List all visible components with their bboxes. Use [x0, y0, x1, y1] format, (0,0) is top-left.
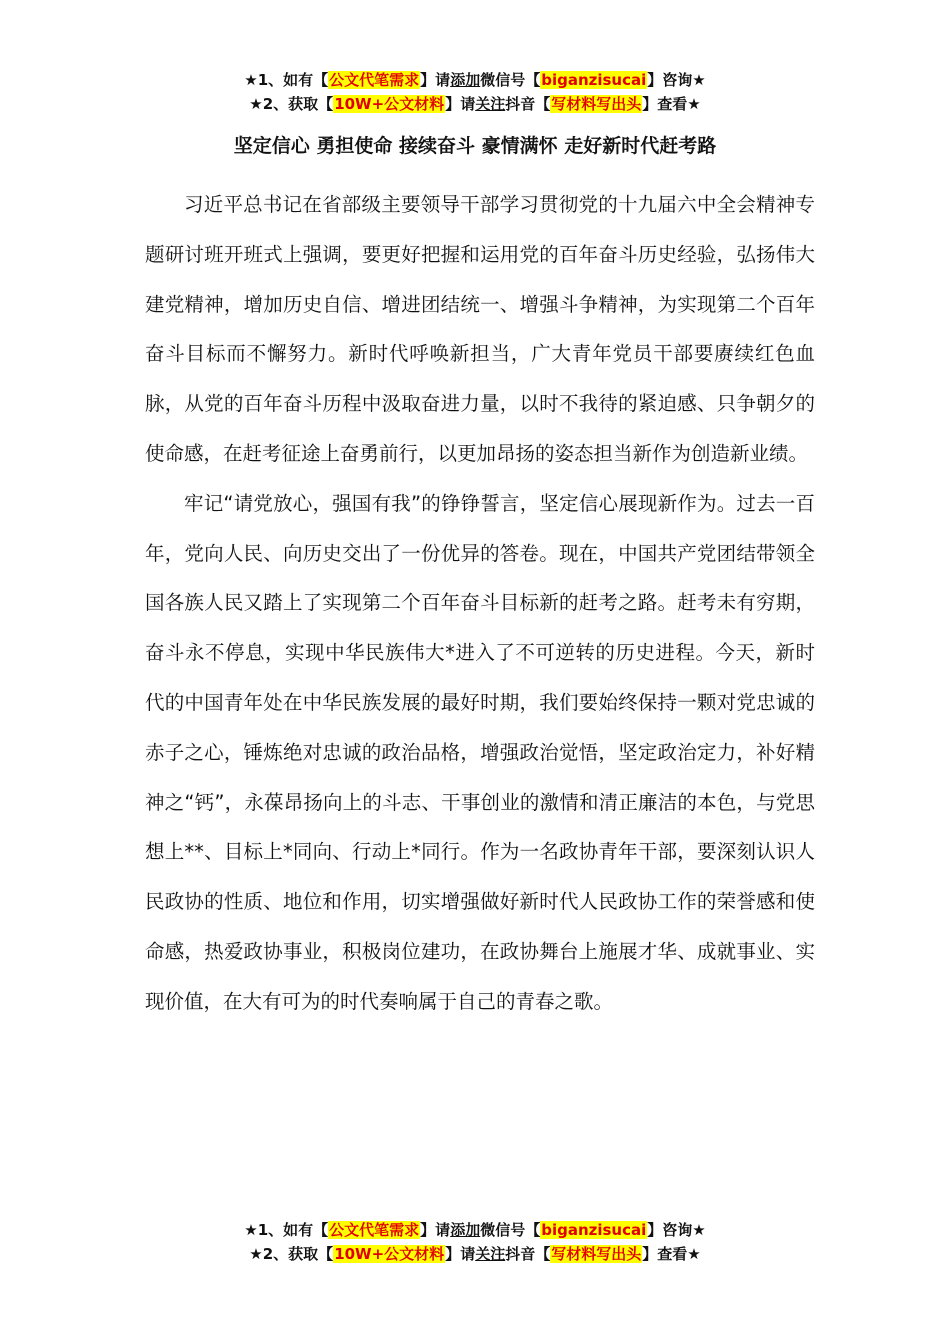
banner-highlight: 10W+公文材料 — [334, 1245, 445, 1263]
banner-line-1 — [0, 1218, 950, 1242]
banner-text: 】请 — [445, 95, 476, 113]
banner-text: ★2、获取【 — [249, 95, 334, 113]
document-title: 坚定信心 勇担使命 接续奋斗 豪情满怀 走好新时代赶考路 — [233, 135, 717, 157]
banner-text: 微信号【 — [480, 71, 541, 89]
banner-highlight: 10W+公文材料 — [334, 95, 445, 113]
banner-underline: 关注 — [475, 95, 506, 113]
paragraph: 牢记“请党放心，强国有我”的铮铮誓言，坚定信心展现新作为。过去一百年，党向人民、向历史交出了一份优异的答卷。现在，中国共产党团结带领全国各族人民又踏上了实现第二个百年奋斗目标新的赶考之路。赶考未有穷期，奋斗永不停息，实现中华民族伟大*进入了不可逆转的历史进程。今天，新时代的中国青年处在中华民族发展的最好时期，我们要始终保持一颗对党忠诚的赤子之心，锤炼绝对忠诚的政治品格，增强政治觉悟，坚定政治定力，补好精神之“钙”，永葆昂扬向上的斗志、干事创业的激情和清正廉洁的本色，与党思想上**、目标上*同向、行动上*同行。作为一名政协青年干部，要深刻认识人民政协的性质、地位和作用，切实增强做好新时代人民政协工作的荣誉感和使命感，热爱政协事业，积极岗位建功，在政协舞台上施展才华、成就事业、实现价值，在大有可为的时代奏响属于自己的青春之歌。 — [145, 491, 815, 1013]
banner-highlight: biganzisucai — [541, 71, 647, 89]
banner-line-1 — [0, 68, 950, 92]
document-body — [145, 180, 815, 1027]
banner-text: 】请 — [445, 1245, 476, 1263]
banner-text: 】查看★ — [642, 95, 701, 113]
banner-text: ★1、如有【 — [244, 1221, 329, 1239]
banner-text: 】咨询★ — [647, 1221, 706, 1239]
header-banner — [0, 68, 950, 116]
banner-highlight: 写材料写出头 — [551, 1245, 642, 1263]
banner-text: ★2、获取【 — [249, 1245, 334, 1263]
banner-line-2 — [0, 1242, 950, 1266]
banner-text: ★1、如有【 — [244, 71, 329, 89]
footer-banner — [0, 1218, 950, 1266]
banner-highlight: 写材料写出头 — [551, 95, 642, 113]
banner-text: 抖音【 — [505, 1245, 551, 1263]
banner-highlight: 公文代笔需求 — [329, 71, 420, 89]
banner-text: 】查看★ — [642, 1245, 701, 1263]
banner-text: 】请 — [420, 71, 451, 89]
banner-text: 微信号【 — [480, 1221, 541, 1239]
banner-text: 抖音【 — [505, 95, 551, 113]
banner-underline: 添加 — [450, 1221, 481, 1239]
banner-text: 】请 — [420, 1221, 451, 1239]
banner-highlight: biganzisucai — [541, 1221, 647, 1239]
banner-underline: 添加 — [450, 71, 481, 89]
paragraph: 习近平总书记在省部级主要领导干部学习贯彻党的十九届六中全会精神专题研讨班开班式上强调，要更好把握和运用党的百年奋斗历史经验，弘扬伟大建党精神，增加历史自信、增进团结统一、增强斗争精神，为实现第二个百年奋斗目标而不懈努力。新时代呼唤新担当，广大青年党员干部要赓续红色血脉，从党的百年奋斗历程中汲取奋进力量，以时不我待的紧迫感、只争朝夕的使命感，在赶考征途上奋勇前行，以更加昂扬的姿态担当新作为创造新业绩。 — [145, 193, 815, 465]
banner-highlight: 公文代笔需求 — [329, 1221, 420, 1239]
banner-line-2 — [0, 92, 950, 116]
banner-text: 】咨询★ — [647, 71, 706, 89]
banner-underline: 关注 — [475, 1245, 506, 1263]
